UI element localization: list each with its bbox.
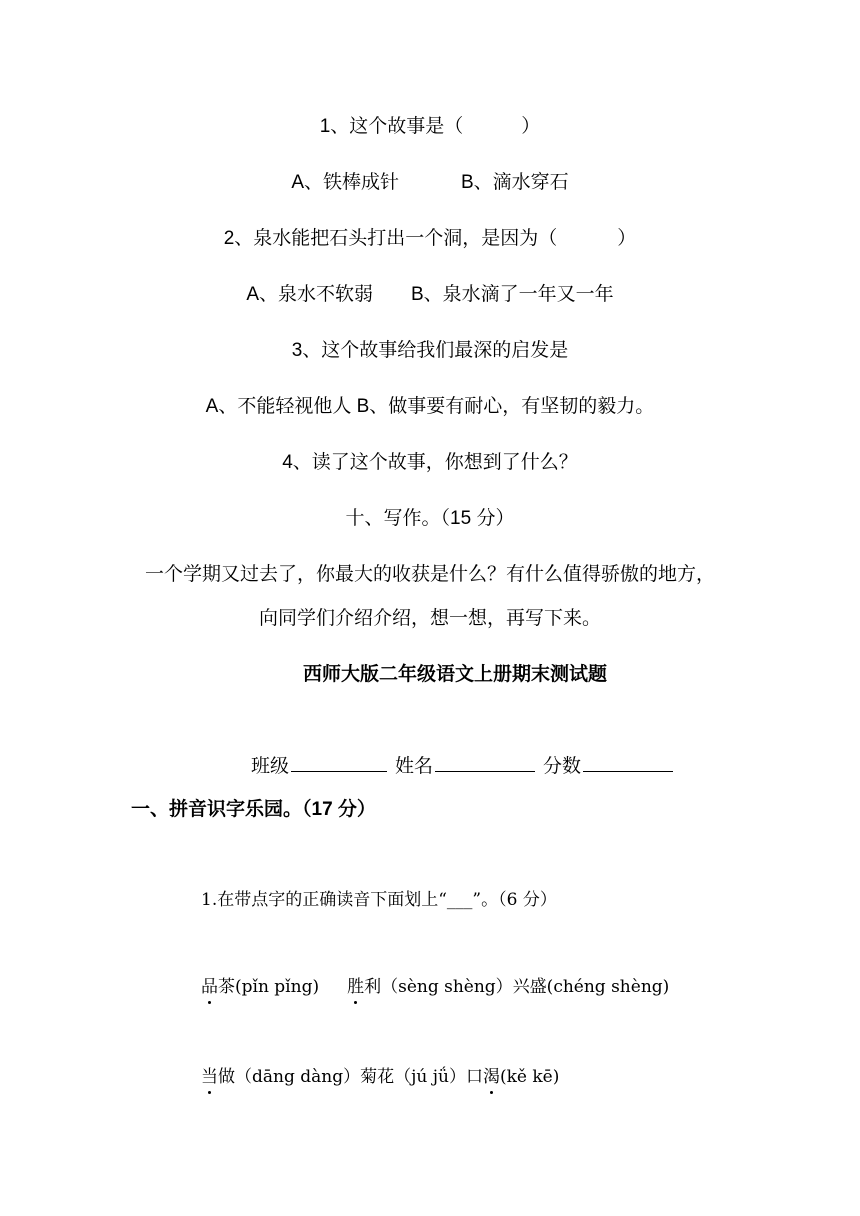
question-4 <box>0 451 860 475</box>
pinyin-word: (kě kē) <box>499 1067 560 1087</box>
option-b: B、泉水滴了一年又一年 <box>411 284 614 305</box>
dotted-char: 品 <box>201 977 218 997</box>
section-1-title <box>131 798 376 822</box>
exam-title-text: 西师大版二年级语文上册期末测试题 <box>303 664 608 685</box>
writing-prompt-line-2 <box>0 607 860 631</box>
pinyin-row-2 <box>201 1065 559 1089</box>
pinyin-word: 兴盛(chéng shèng) <box>512 977 670 997</box>
pinyin-word: 茶(pǐn pǐng) <box>218 977 320 997</box>
question-1 <box>0 115 860 139</box>
question-2 <box>0 227 860 251</box>
exam-title <box>303 663 607 687</box>
question-3-options-text: A、不能轻视他人 B、做事要有耐心，有坚韧的毅力。 <box>205 396 655 417</box>
option-a: A、泉水不软弱 <box>246 284 373 305</box>
pinyin-row-1 <box>201 975 669 999</box>
option-a: A、铁棒成针 <box>291 172 399 193</box>
section-1-question-1-text: 1.在带点字的正确读音下面划上“___”。（6 分） <box>201 890 557 910</box>
pinyin-word: 菊花（jú jǘ） <box>360 1067 466 1087</box>
pinyin-word: 做（dāng dàng） <box>218 1067 361 1087</box>
writing-prompt-line-1 <box>0 563 860 587</box>
question-2-stem-end: ） <box>617 228 637 249</box>
dotted-char: 当 <box>201 1067 218 1087</box>
writing-title-text: 十、写作。（15 分） <box>345 508 515 529</box>
option-b: B、滴水穿石 <box>461 172 569 193</box>
writing-prompt-text-1: 一个学期又过去了，你最大的收获是什么？有什么值得骄傲的地方， <box>144 564 715 585</box>
pinyin-word: 口 <box>465 1067 483 1087</box>
name-blank <box>435 753 535 772</box>
section-1-question-1 <box>201 888 557 912</box>
question-3-stem: 3、这个故事给我们最深的启发是 <box>291 340 569 361</box>
question-3 <box>0 339 860 363</box>
student-info-row <box>251 753 681 779</box>
score-blank <box>583 753 673 772</box>
question-1-stem-end: ） <box>521 116 541 137</box>
section-1-title-text: 一、拼音识字乐园。（17 分） <box>131 799 376 820</box>
class-blank <box>291 753 387 772</box>
question-2-options <box>0 283 860 307</box>
dotted-char: 渴 <box>482 1067 500 1087</box>
class-label: 班级 <box>251 756 290 777</box>
question-2-stem: 2、泉水能把石头打出一个洞，是因为（ <box>223 228 558 249</box>
writing-title <box>0 507 860 531</box>
pinyin-word: 利（sèng shèng） <box>364 977 513 997</box>
question-1-stem: 1、这个故事是（ <box>319 116 464 137</box>
question-3-options <box>0 395 860 419</box>
question-4-stem: 4、读了这个故事，你想到了什么？ <box>282 452 578 473</box>
dotted-char: 胜 <box>347 977 365 997</box>
question-1-options <box>0 171 860 195</box>
name-label: 姓名 <box>395 756 434 777</box>
score-label: 分数 <box>543 756 582 777</box>
writing-prompt-text-2: 向同学们介绍介绍，想一想，再写下来。 <box>258 608 601 629</box>
